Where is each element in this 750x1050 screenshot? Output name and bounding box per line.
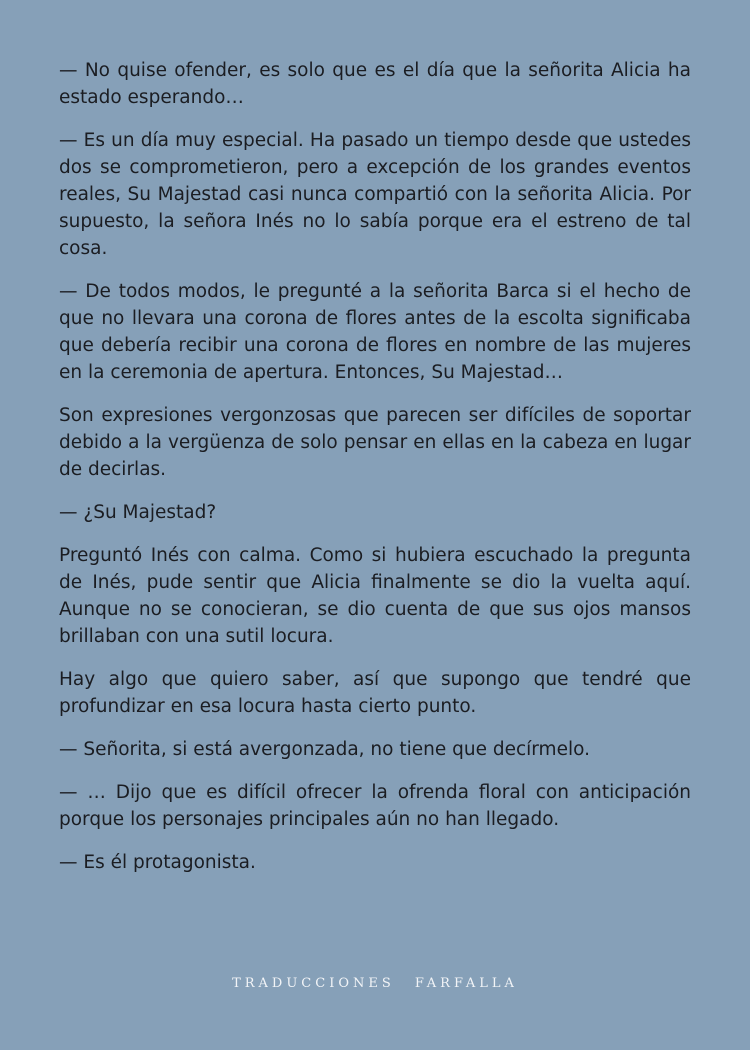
paragraph: — No quise ofender, es solo que es el día que la señorita Alicia ha estado esperando… [59, 60, 691, 108]
page-footer: TRADUCCIONES FARFALLA [232, 976, 518, 991]
paragraph: — Es un día muy especial. Ha pasado un tiempo desde que ustedes dos se comprometieron, pero a excepción de los grandes eventos reales, Su Majestad casi nunca compartió con la señorita Alicia. Por supuesto, la señora Inés no lo sabía porque era el estreno de tal cosa. [59, 130, 691, 259]
page-body [59, 57, 691, 892]
paragraph: Hay algo que quiero saber, así que supongo que tendré que profundizar en esa locura hasta cierto punto. [59, 669, 691, 717]
paragraph: Preguntó Inés con calma. Como si hubiera escuchado la pregunta de Inés, pude sentir que Alicia finalmente se dio la vuelta aquí. Aunque no se conocieran, se dio cuenta de que sus ojos mansos brillaban con una sutil locura. [59, 545, 691, 647]
paragraph: — … Dijo que es difícil ofrecer la ofrenda floral con anticipación porque los personajes principales aún no han llegado. [59, 782, 691, 830]
paragraph: — ¿Su Majestad? [59, 502, 217, 523]
paragraph: Son expresiones vergonzosas que parecen ser difíciles de soportar debido a la vergüenza de solo pensar en ellas en la cabeza en lugar de decirlas. [59, 405, 691, 480]
paragraph: — De todos modos, le pregunté a la señorita Barca si el hecho de que no llevara una corona de flores antes de la escolta significaba que debería recibir una corona de flores en nombre de las mujeres en la ceremonia de apertura. Entonces, Su Majestad… [59, 281, 691, 383]
paragraph: — Es él protagonista. [59, 852, 256, 873]
paragraph: — Señorita, si está avergonzada, no tiene que decírmelo. [59, 739, 590, 760]
